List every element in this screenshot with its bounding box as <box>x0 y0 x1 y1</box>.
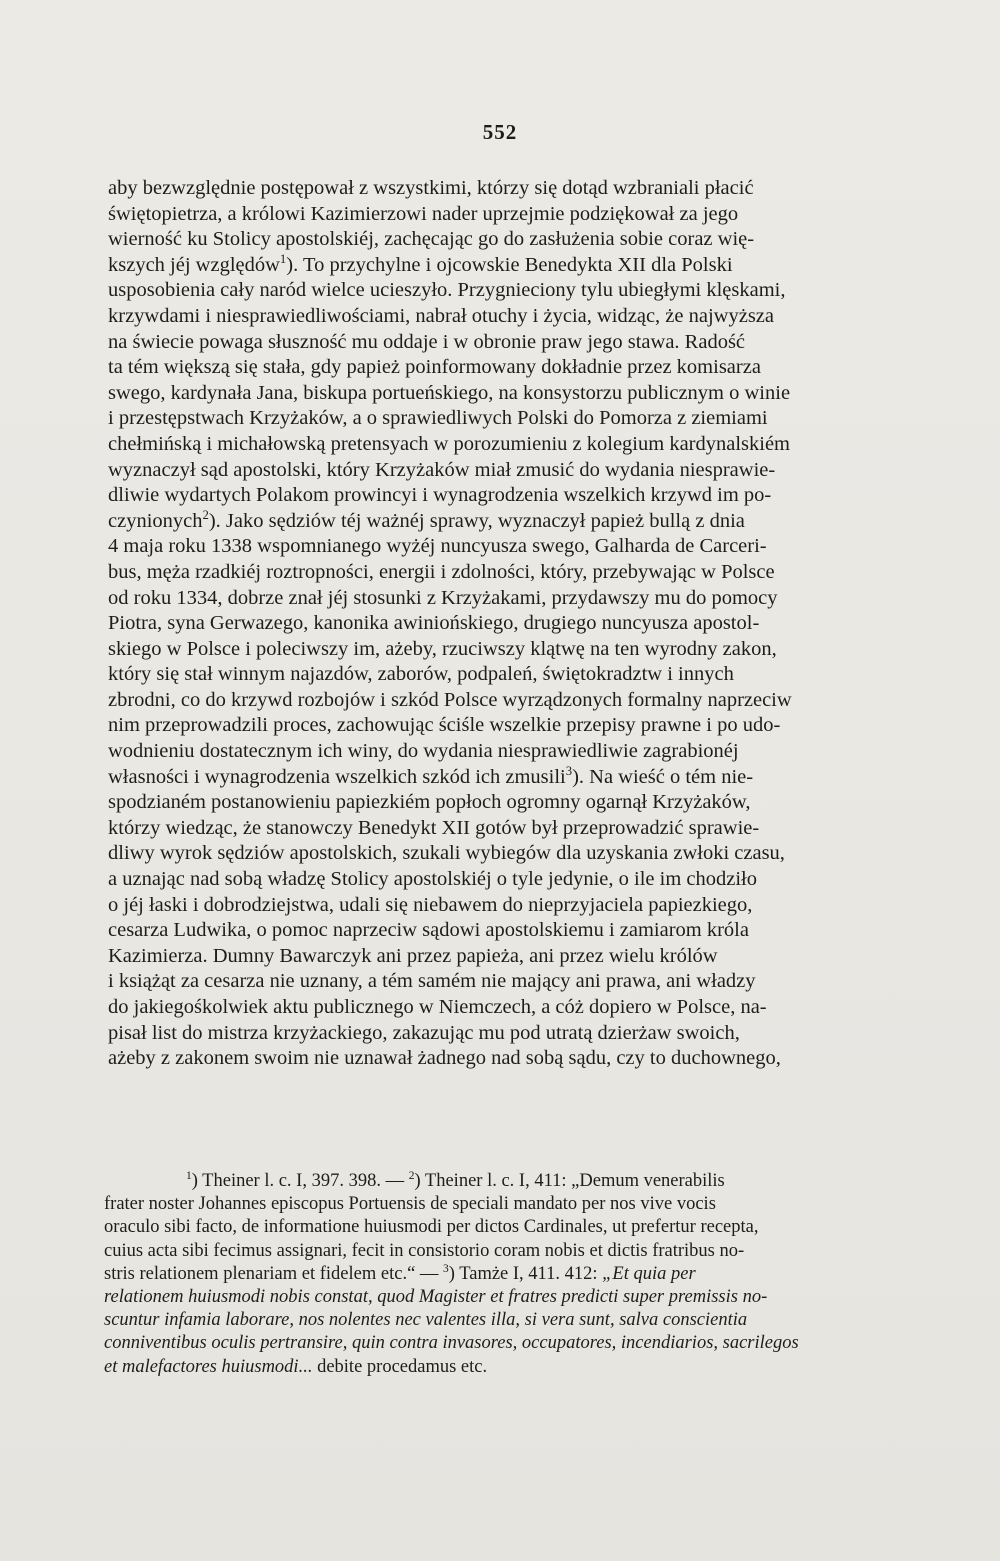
italic-quote: „Et quia per <box>602 1263 696 1284</box>
text-run: kszych jéj względów <box>108 253 280 276</box>
text-run: którzy wiedząc, że stanowczy Benedykt XII gotów był przeprowadzić sprawie- <box>108 816 760 839</box>
text-line <box>108 841 908 867</box>
text-line <box>108 739 908 765</box>
text-run: dliwy wyrok sędziów apostolskich, szukali wybiegów dla uzyskania zwłoki czasu, <box>108 842 785 865</box>
text-line <box>108 355 908 381</box>
text-run: świętopietrza, a królowi Kazimierzowi nader uprzejmie podziękował za jego <box>108 202 739 225</box>
main-text <box>108 176 908 1072</box>
footnote-marker: 1 <box>186 1169 192 1182</box>
text-run: do jakiegośkolwiek aktu publicznego w Niemczech, a cóż dopiero w Polsce, na- <box>108 996 767 1018</box>
text-line <box>108 278 908 304</box>
text-run: pisał list do mistrza krzyżackiego, zakazując mu pod utratą dzierżaw swoich, <box>108 1021 740 1044</box>
text-run: własności i wynagrodzenia wszelkich szkód ich zmusili <box>108 765 566 788</box>
text-line <box>108 381 908 407</box>
text-line <box>108 330 908 356</box>
text-run: krzywdami i niesprawiedliwościami, nabrał otuchy i życia, widząc, że najwyższa <box>108 304 774 327</box>
text-run: dliwie wydartych Polakom prowincyi i wynagrodzenia wszelkich krzywd im po- <box>108 484 772 507</box>
text-run: 4 maja roku 1338 wspomnianego wyżéj nuncyusza swego, Galharda de Carceri- <box>108 535 767 558</box>
text-run: zbrodni, co do krzywd rozbojów i szkód Polsce wyrządzonych formalny naprzeciw <box>108 688 792 711</box>
text-run: swego, kardynała Jana, biskupa portueńskiego, na konsystorzu publicznym o winie <box>108 381 791 404</box>
footnote-line <box>104 1263 910 1286</box>
text-line <box>108 202 908 228</box>
text-line <box>108 688 908 714</box>
text-run: oraculo sibi facto, de informatione huiusmodi per dictos Cardinales, ut prefertur recepta, <box>104 1217 759 1238</box>
footnote-line <box>104 1286 910 1309</box>
text-line <box>108 662 908 688</box>
text-run: aby bezwzględnie postępował z wszystkimi, którzy się dotąd wzbraniali płacić <box>108 177 754 199</box>
text-run: ). To przychylne i ojcowskie Benedykta XII dla Polski <box>286 253 733 276</box>
text-run: i książąt za cesarza nie uznany, a tém samém nie mający ani prawa, ani władzy <box>108 970 756 993</box>
text-line <box>108 995 908 1021</box>
italic-quote: conniventibus oculis pertransire, quin contra invasores, occupatores, incendiarios, sacrilegos <box>104 1333 799 1354</box>
footnote-marker: 1 <box>279 251 287 266</box>
text-run: cuius acta sibi fecimus assignari, fecit in consistorio coram nobis et dictis fratribus no- <box>104 1240 745 1261</box>
text-line <box>108 586 908 612</box>
text-run: i przestępstwach Krzyżaków, a o sprawiedliwych Polski do Pomorza z ziemiami <box>108 407 768 430</box>
text-line <box>108 816 908 842</box>
text-line <box>108 227 908 253</box>
text-run: a uznając nad sobą władzę Stolicy apostolskiéj o tyle jedynie, o ile im chodziło <box>108 868 757 891</box>
text-run: ) Theiner l. c. I, 411: „Demum venerabilis <box>414 1171 725 1191</box>
footnote-line <box>104 1240 910 1263</box>
text-line <box>108 867 908 893</box>
text-line <box>108 176 908 202</box>
text-run: który się stał winnym najazdów, zaborów, podpaleń, świętokradztw i innych <box>108 663 734 686</box>
footnote-marker: 2 <box>408 1169 415 1182</box>
text-line <box>108 611 908 637</box>
footnote-marker: 3 <box>443 1262 449 1275</box>
text-run: Piotra, syna Gerwazego, kanonika awiniońskiego, drugiego nuncyusza apostol- <box>108 612 760 635</box>
text-run: wierność ku Stolicy apostolskiéj, zachęcając go do zasłużenia sobie coraz wię- <box>108 228 755 251</box>
text-line <box>108 765 908 791</box>
text-run: od roku 1334, dobrze znał jéj stosunki z Krzyżakami, przydawszy mu do pomocy <box>108 586 778 609</box>
text-run: na świecie powaga słuszność mu oddaje i w obronie praw jego stawa. Radość <box>108 330 746 353</box>
footnote-line <box>104 1216 910 1239</box>
text-run: skiego w Polsce i poleciwszy im, ażeby, rzuciwszy klątwę na ten wyrodny zakon, <box>108 637 777 660</box>
text-run: bus, męża rzadkiéj roztropności, energii i zdolności, który, przebywając w Polsce <box>108 560 775 583</box>
text-line <box>108 944 908 970</box>
text-run: ) Theiner l. c. I, 397. 398. — <box>191 1171 409 1191</box>
text-line <box>108 432 908 458</box>
footnote-marker: 2 <box>202 507 209 522</box>
text-run: nim przeprowadzili proces, zachowując ściśle wszelkie przepisy prawne i po udo- <box>108 714 781 737</box>
text-line <box>108 893 908 919</box>
text-line <box>108 1046 908 1072</box>
text-run: ta tém większą się stała, gdy papież poinformowany dokładnie przez komisarza <box>108 356 761 379</box>
text-line <box>108 534 908 560</box>
text-run: usposobienia cały naród wielce ucieszyło. Przygnieciony tylu ubiegłymi klęskami, <box>108 279 786 302</box>
text-line <box>108 1021 908 1047</box>
footnote-line <box>104 1193 910 1216</box>
text-run: ażeby z zakonem swoim nie uznawał żadnego nad sobą sądu, czy to duchownego, <box>108 1047 781 1070</box>
text-run: spodzianém postanowieniu papiezkiém popłoch ogromny ogarnął Krzyżaków, <box>108 791 751 814</box>
italic-quote: relationem huiusmodi nobis constat, quod Magister et fratres predicti super premissis no- <box>104 1286 768 1307</box>
footnote-line <box>104 1170 910 1193</box>
text-run: ) Tamże I, 411. 412: <box>448 1263 603 1284</box>
text-line <box>108 790 908 816</box>
text-run: debite procedamus etc. <box>312 1356 488 1377</box>
text-run: frater noster Johannes episcopus Portuensis de speciali mandato per nos vive vocis <box>104 1194 716 1215</box>
text-line <box>108 406 908 432</box>
text-run: chełmińską i michałowską pretensyach w porozumieniu z kolegium kardynalskiém <box>108 432 791 455</box>
text-run: czynionych <box>108 509 203 532</box>
text-run: Kazimierza. Dumny Bawarczyk ani przez papieża, ani przez wielu królów <box>108 944 718 967</box>
italic-quote: et malefactores huiusmodi... <box>104 1356 313 1377</box>
footnote-marker: 3 <box>565 763 573 778</box>
text-line <box>108 483 908 509</box>
text-run: stris relationem plenariam et fidelem etc.“ — <box>104 1263 444 1284</box>
text-run: ). Jako sędziów téj ważnéj sprawy, wyznaczył papież bullą z dnia <box>208 509 745 532</box>
text-run: o jéj łaski i dobrodziejstwa, udali się niebawem do nieprzyjaciela papiezkiego, <box>108 893 753 916</box>
text-line <box>108 253 908 279</box>
text-run: wodnieniu dostatecznym ich winy, do wydania niesprawiedliwie zagrabionéj <box>108 740 739 763</box>
footnotes <box>104 1170 910 1379</box>
page-number: 552 <box>482 120 518 144</box>
text-line <box>108 713 908 739</box>
text-line <box>108 969 908 995</box>
footnote-line <box>104 1356 910 1379</box>
footnote-line <box>104 1332 910 1355</box>
text-line <box>108 304 908 330</box>
footnote-line <box>104 1309 910 1332</box>
italic-quote: scuntur infamia laborare, nos nolentes nec valentes illa, si vera sunt, salva conscientia <box>104 1310 748 1331</box>
text-run: ). Na wieść o tém nie- <box>572 765 754 788</box>
text-run: cesarza Ludwika, o pomoc naprzeciw sądowi apostolskiemu i zamiarom króla <box>108 919 749 942</box>
text-line <box>108 458 908 484</box>
text-line <box>108 509 908 535</box>
text-line <box>108 637 908 663</box>
text-run: wyznaczył sąd apostolski, który Krzyżaków miał zmusić do wydania niesprawie- <box>108 458 776 481</box>
text-line <box>108 918 908 944</box>
text-line <box>108 560 908 586</box>
